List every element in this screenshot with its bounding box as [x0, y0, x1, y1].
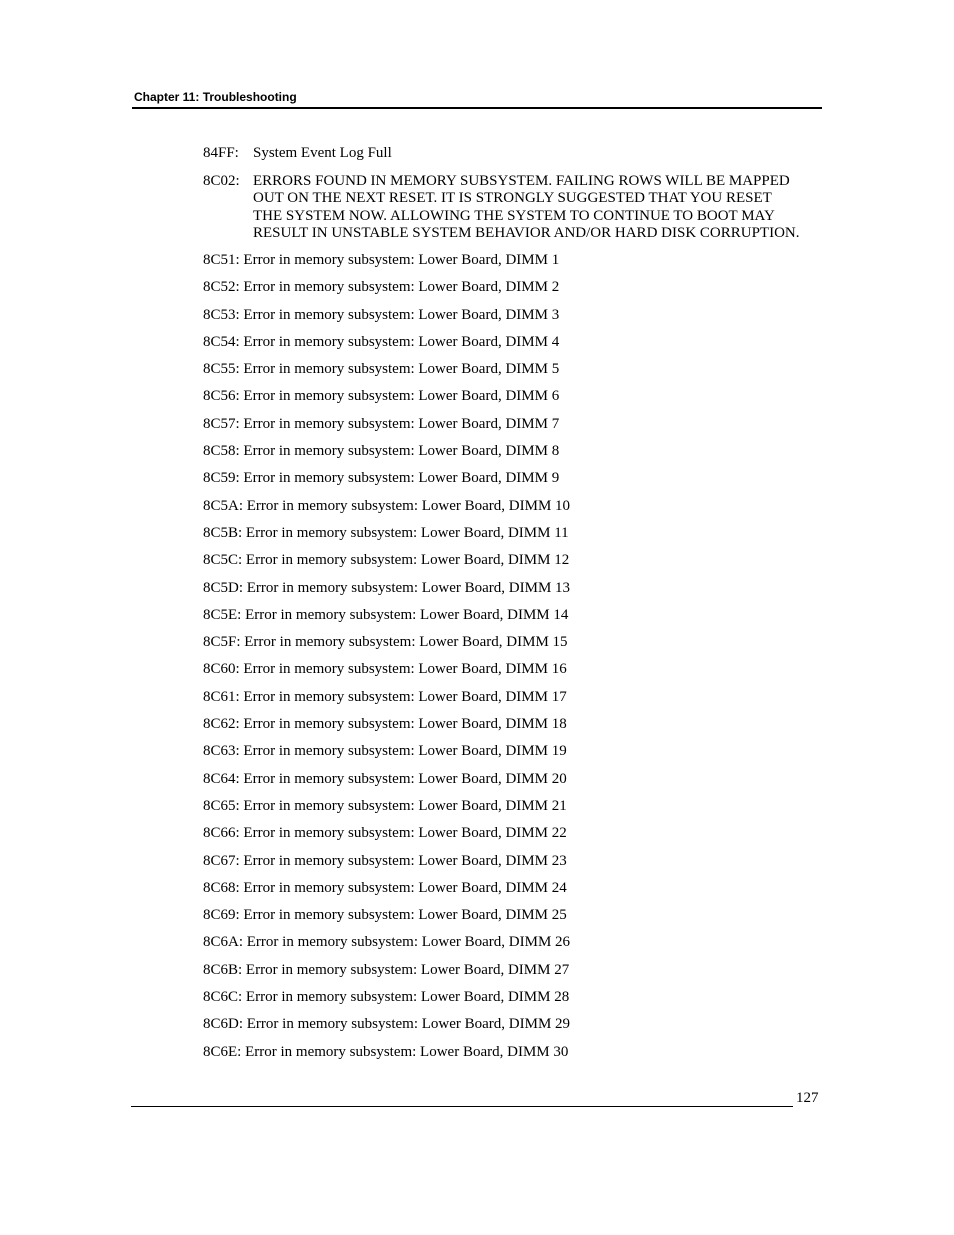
- error-list-item: 8C6A: Error in memory subsystem: Lower Board, DIMM 26: [203, 934, 571, 951]
- error-list-item: 8C68: Error in memory subsystem: Lower Board, DIMM 24: [203, 879, 567, 896]
- error-list-item: 8C53: Error in memory subsystem: Lower Board, DIMM 3: [203, 306, 560, 323]
- error-list-item: 8C52: Error in memory subsystem: Lower Board, DIMM 2: [203, 279, 560, 296]
- error-list-item: 8C55: Error in memory subsystem: Lower Board, DIMM 5: [203, 361, 560, 378]
- error-code: 8C02:: [203, 172, 240, 189]
- error-list-item: 8C5B: Error in memory subsystem: Lower Board, DIMM 11: [203, 524, 569, 541]
- error-code: 84FF:: [203, 145, 239, 161]
- error-list-item: 8C67: Error in memory subsystem: Lower Board, DIMM 23: [203, 852, 567, 869]
- error-list-item: 8C69: Error in memory subsystem: Lower Board, DIMM 25: [203, 907, 567, 924]
- error-list-item: 8C5F: Error in memory subsystem: Lower Board, DIMM 15: [203, 634, 568, 651]
- error-list-item: 8C60: Error in memory subsystem: Lower Board, DIMM 16: [203, 661, 567, 678]
- error-list-item: 8C5A: Error in memory subsystem: Lower Board, DIMM 10: [203, 497, 571, 514]
- error-list-item: 8C59: Error in memory subsystem: Lower Board, DIMM 9: [203, 470, 560, 487]
- error-list-item: 8C6B: Error in memory subsystem: Lower Board, DIMM 27: [203, 961, 570, 978]
- chapter-header: Chapter 11: Troubleshooting: [134, 90, 297, 104]
- error-list-item: 8C54: Error in memory subsystem: Lower Board, DIMM 4: [203, 333, 560, 350]
- error-list-item: 8C61: Error in memory subsystem: Lower Board, DIMM 17: [203, 688, 567, 705]
- error-list-item: 8C51: Error in memory subsystem: Lower Board, DIMM 1: [203, 251, 560, 268]
- footer-divider: [131, 1106, 793, 1107]
- error-list-item: 8C5C: Error in memory subsystem: Lower Board, DIMM 12: [203, 552, 570, 569]
- error-list-item: 8C65: Error in memory subsystem: Lower Board, DIMM 21: [203, 797, 567, 814]
- error-list-item: 8C6E: Error in memory subsystem: Lower Board, DIMM 30: [203, 1043, 569, 1060]
- error-list-item: 8C57: Error in memory subsystem: Lower Board, DIMM 7: [203, 415, 560, 432]
- error-list-item: 8C58: Error in memory subsystem: Lower Board, DIMM 8: [203, 443, 560, 460]
- error-list-item: 8C64: Error in memory subsystem: Lower Board, DIMM 20: [203, 770, 567, 787]
- error-list-item: 8C63: Error in memory subsystem: Lower Board, DIMM 19: [203, 743, 567, 760]
- error-description: System Event Log Full: [253, 145, 392, 161]
- error-description: ERRORS FOUND IN MEMORY SUBSYSTEM. FAILING ROWS WILL BE MAPPED OUT ON THE NEXT RESET. IT IS STRONGLY SUGGESTED THAT YOU RESET THE SYSTEM NOW. ALLOWING THE SYSTEM TO CONTINUE TO BOOT MAY RESULT IN UNSTABLE SYSTEM BEHAVIOR AND/OR HARD DISK CORRUPTION.: [253, 172, 800, 242]
- error-list-item: 8C56: Error in memory subsystem: Lower Board, DIMM 6: [203, 388, 560, 405]
- error-list-item: 8C66: Error in memory subsystem: Lower Board, DIMM 22: [203, 825, 567, 842]
- header-divider: [132, 107, 822, 109]
- error-list-item: 8C6C: Error in memory subsystem: Lower Board, DIMM 28: [203, 988, 570, 1005]
- page-content: [203, 145, 803, 1071]
- error-list-item: 8C5E: Error in memory subsystem: Lower Board, DIMM 14: [203, 606, 569, 623]
- error-code-entry: [203, 173, 803, 243]
- error-list-item: 8C6D: Error in memory subsystem: Lower Board, DIMM 29: [203, 1016, 571, 1033]
- error-list-item: 8C62: Error in memory subsystem: Lower Board, DIMM 18: [203, 716, 567, 733]
- memory-error-list: [203, 252, 803, 1071]
- error-list-item: 8C5D: Error in memory subsystem: Lower Board, DIMM 13: [203, 579, 571, 596]
- page-number: 127: [796, 1090, 819, 1106]
- error-code-entry: [203, 145, 803, 163]
